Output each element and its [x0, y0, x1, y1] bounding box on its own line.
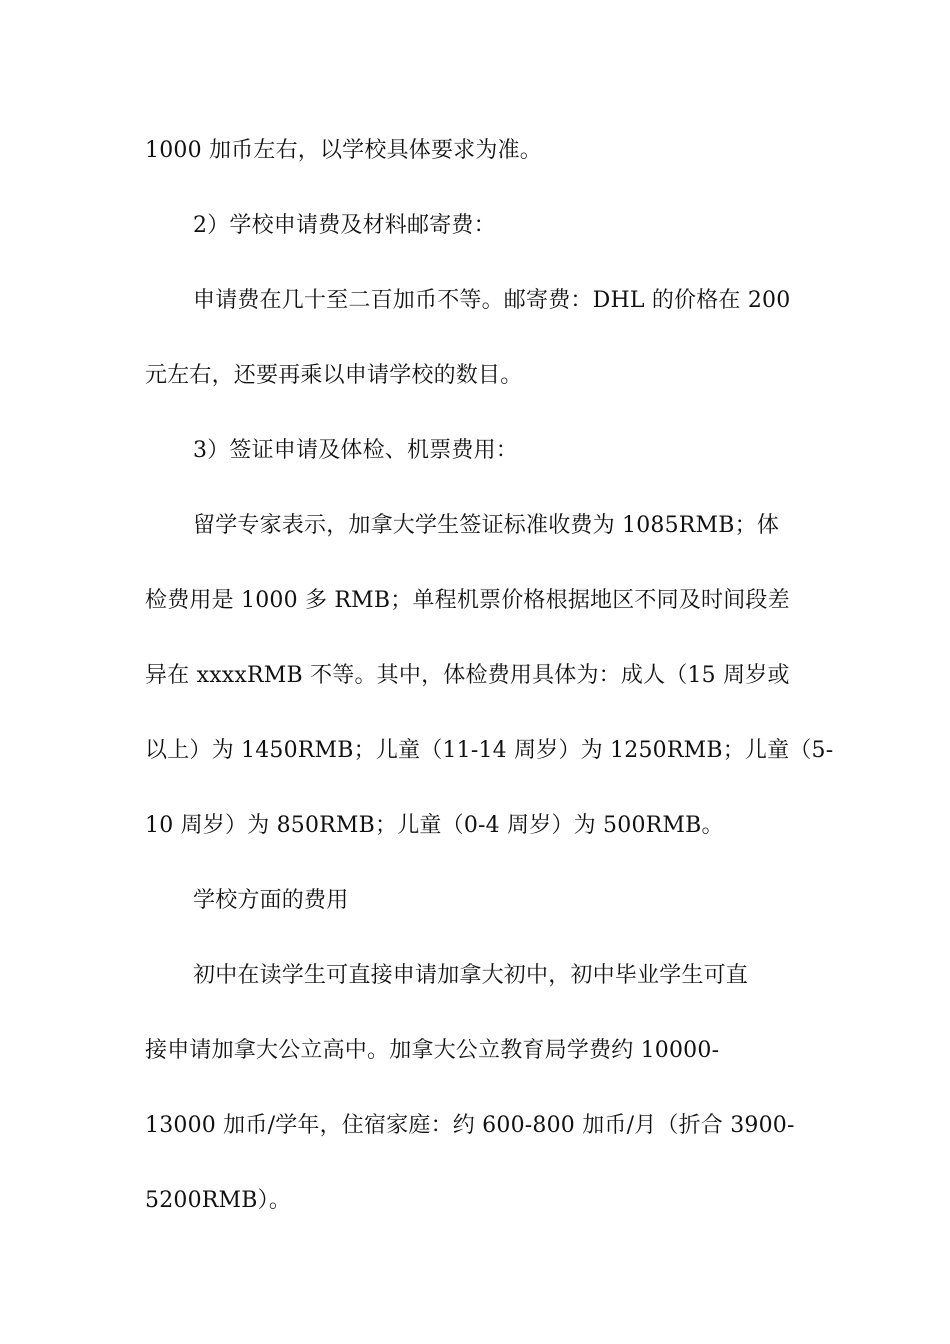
paragraph-line: 异在 xxxxRMB 不等。其中，体检费用具体为：成人（15 周岁或 — [145, 663, 790, 688]
paragraph-line: 13000 加币/学年，住宿家庭：约 600-800 加币/月（折合 3900- — [145, 1113, 795, 1138]
paragraph-line: 元左右，还要再乘以申请学校的数目。 — [145, 363, 523, 388]
paragraph-line: 留学专家表示，加拿大学生签证标准收费为 1085RMB；体 — [193, 513, 780, 538]
paragraph-line: 接申请加拿大公立高中。加拿大公立教育局学费约 10000- — [145, 1038, 720, 1063]
list-heading-application-fees: 2）学校申请费及材料邮寄费： — [193, 213, 496, 238]
paragraph-line: 检费用是 1000 多 RMB；单程机票价格根据地区不同及时间段差 — [145, 588, 790, 613]
paragraph-line: 申请费在几十至二百加币不等。邮寄费：DHL 的价格在 200 — [193, 288, 791, 313]
list-heading-visa-fees: 3）签证申请及体检、机票费用： — [193, 438, 518, 463]
section-heading-school-costs: 学校方面的费用 — [193, 888, 349, 913]
paragraph-line: 10 周岁）为 850RMB；儿童（0-4 周岁）为 500RMB。 — [145, 813, 724, 838]
paragraph-line: 1000 加币左右，以学校具体要求为准。 — [145, 138, 542, 163]
paragraph-line: 以上）为 1450RMB；儿童（11-14 周岁）为 1250RMB；儿童（5- — [145, 738, 834, 763]
paragraph-line: 初中在读学生可直接申请加拿大初中，初中毕业学生可直 — [193, 963, 749, 988]
paragraph-line: 5200RMB）。 — [145, 1188, 292, 1213]
